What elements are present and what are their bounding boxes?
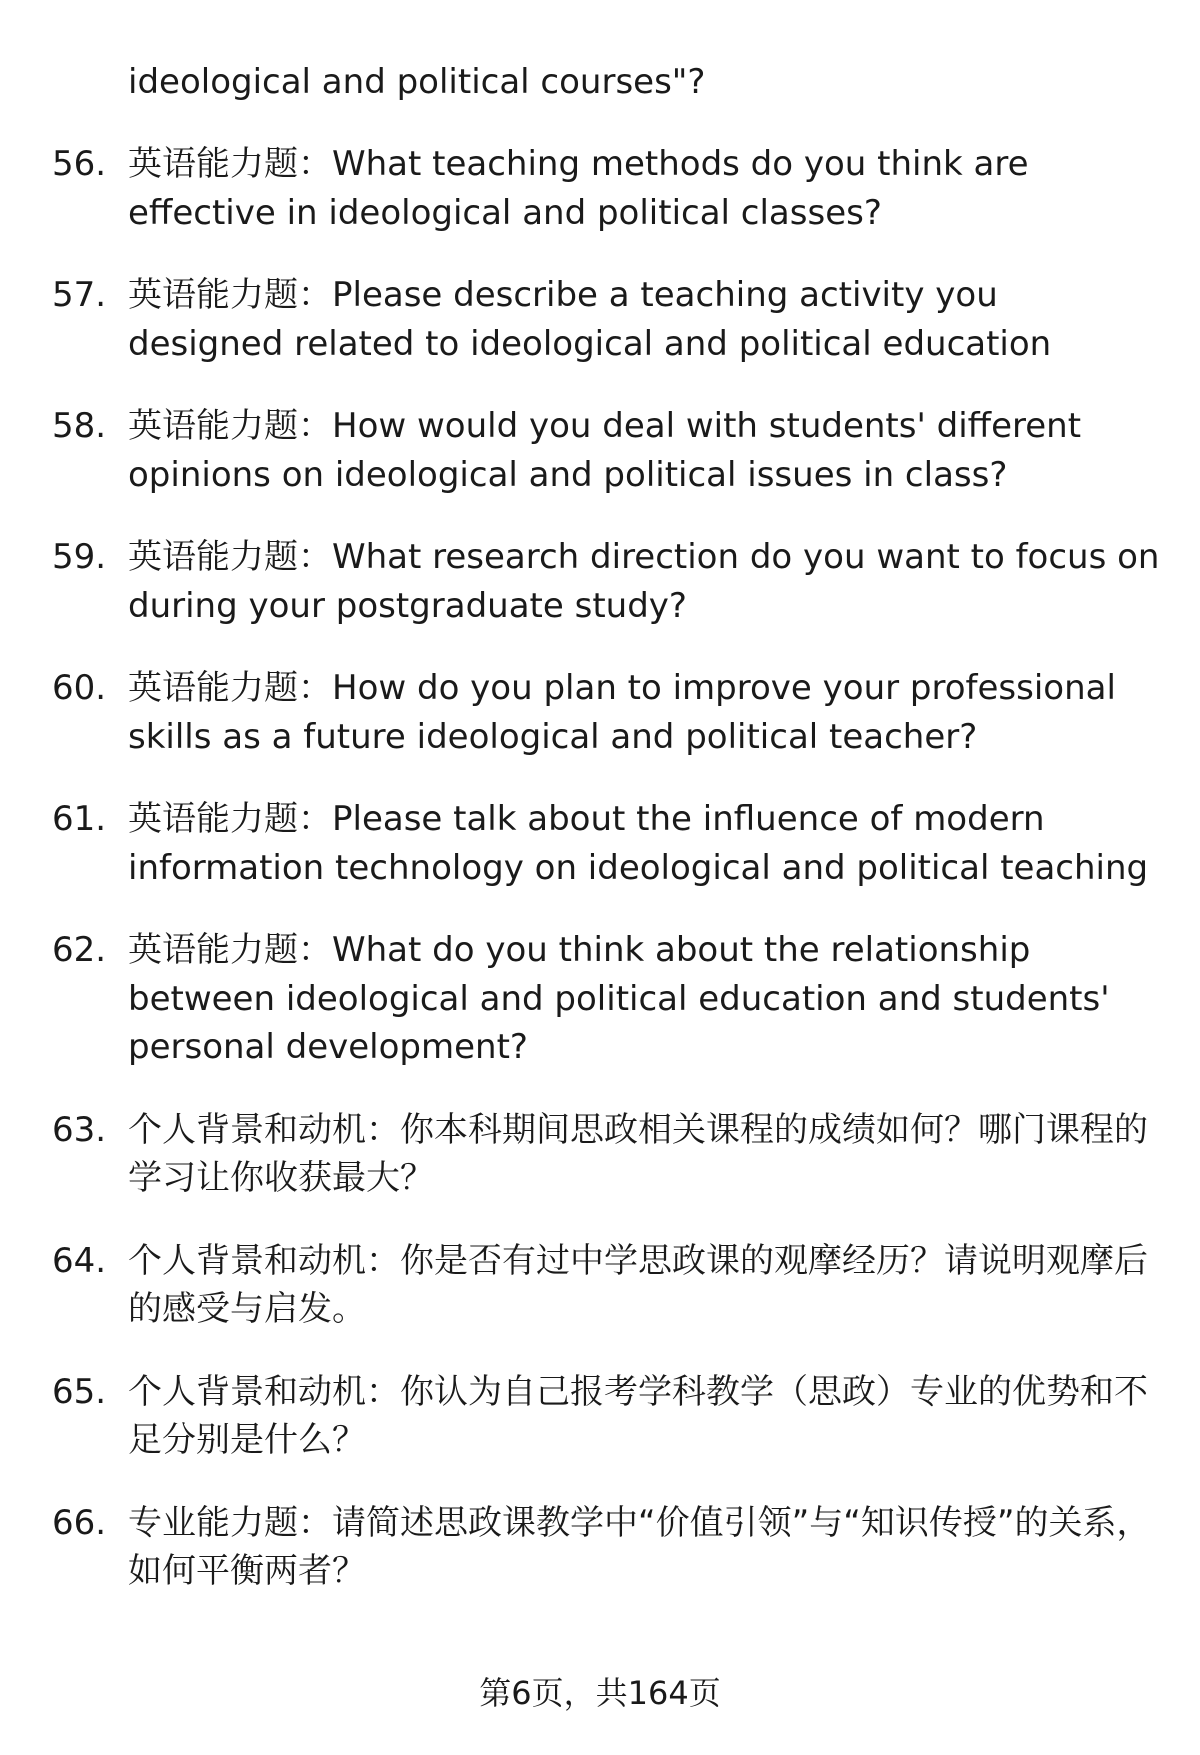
question-number: 63. bbox=[52, 1109, 107, 1150]
question-number: 62. bbox=[52, 930, 107, 970]
page-footer: 第6页，共164页 bbox=[479, 1674, 721, 1712]
question-number: 60. bbox=[52, 668, 107, 708]
question-text: Please talk about the influence of modern information technology on ideological and political teaching bbox=[128, 799, 1149, 888]
question-list bbox=[0, 140, 1200, 1630]
question-text: How do you plan to improve your professional skills as a future ideological and political teacher? bbox=[128, 668, 1116, 757]
question-category: 英语能力题： bbox=[128, 144, 332, 184]
question-item-56 bbox=[0, 140, 1200, 237]
question-item-65 bbox=[0, 1368, 1200, 1465]
question-item-63 bbox=[0, 1106, 1200, 1203]
question-item-64 bbox=[0, 1237, 1200, 1334]
question-text: 请简述思政课教学中“价值引领”与“知识传授”的关系，如何平衡两者？ bbox=[128, 1502, 1151, 1591]
question-number: 59. bbox=[52, 537, 107, 577]
question-item-60 bbox=[0, 664, 1200, 761]
question-item-59 bbox=[0, 533, 1200, 630]
question-category: 英语能力题： bbox=[128, 930, 332, 970]
question-number: 57. bbox=[52, 275, 107, 315]
question-item-62 bbox=[0, 926, 1200, 1072]
question-category: 个人背景和动机： bbox=[128, 1240, 400, 1281]
question-item-66 bbox=[0, 1499, 1200, 1596]
question-text: 你是否有过中学思政课的观摩经历？请说明观摩后的感受与启发。 bbox=[128, 1240, 1148, 1329]
question-text: What teaching methods do you think are effective in ideological and political classes? bbox=[128, 144, 1029, 233]
question-text: 你本科期间思政相关课程的成绩如何？哪门课程的学习让你收获最大？ bbox=[128, 1109, 1148, 1198]
question-text: How would you deal with students' different opinions on ideological and political issues in class? bbox=[128, 406, 1082, 495]
question-text: Please describe a teaching activity you designed related to ideological and political education bbox=[128, 275, 1052, 364]
question-text: What do you think about the relationship between ideological and political education and students' personal development? bbox=[128, 930, 1110, 1067]
question-item-61 bbox=[0, 795, 1200, 892]
question-category: 个人背景和动机： bbox=[128, 1371, 400, 1412]
question-category: 英语能力题： bbox=[128, 668, 332, 708]
continuation-text: ideological and political courses"? bbox=[128, 62, 706, 102]
question-category: 英语能力题： bbox=[128, 799, 332, 839]
question-number: 65. bbox=[52, 1371, 107, 1412]
question-number: 61. bbox=[52, 799, 107, 839]
question-text: What research direction do you want to focus on during your postgraduate study? bbox=[128, 537, 1160, 626]
question-category: 英语能力题： bbox=[128, 406, 332, 446]
question-number: 64. bbox=[52, 1240, 107, 1281]
question-text: 你认为自己报考学科教学（思政）专业的优势和不足分别是什么？ bbox=[128, 1371, 1148, 1460]
question-number: 58. bbox=[52, 406, 107, 446]
question-number: 56. bbox=[52, 144, 107, 184]
question-item-58 bbox=[0, 402, 1200, 499]
question-category: 英语能力题： bbox=[128, 275, 332, 315]
question-category: 专业能力题： bbox=[128, 1502, 332, 1543]
question-item-57 bbox=[0, 271, 1200, 368]
question-category: 英语能力题： bbox=[128, 537, 332, 577]
question-category: 个人背景和动机： bbox=[128, 1109, 400, 1150]
question-number: 66. bbox=[52, 1502, 107, 1543]
